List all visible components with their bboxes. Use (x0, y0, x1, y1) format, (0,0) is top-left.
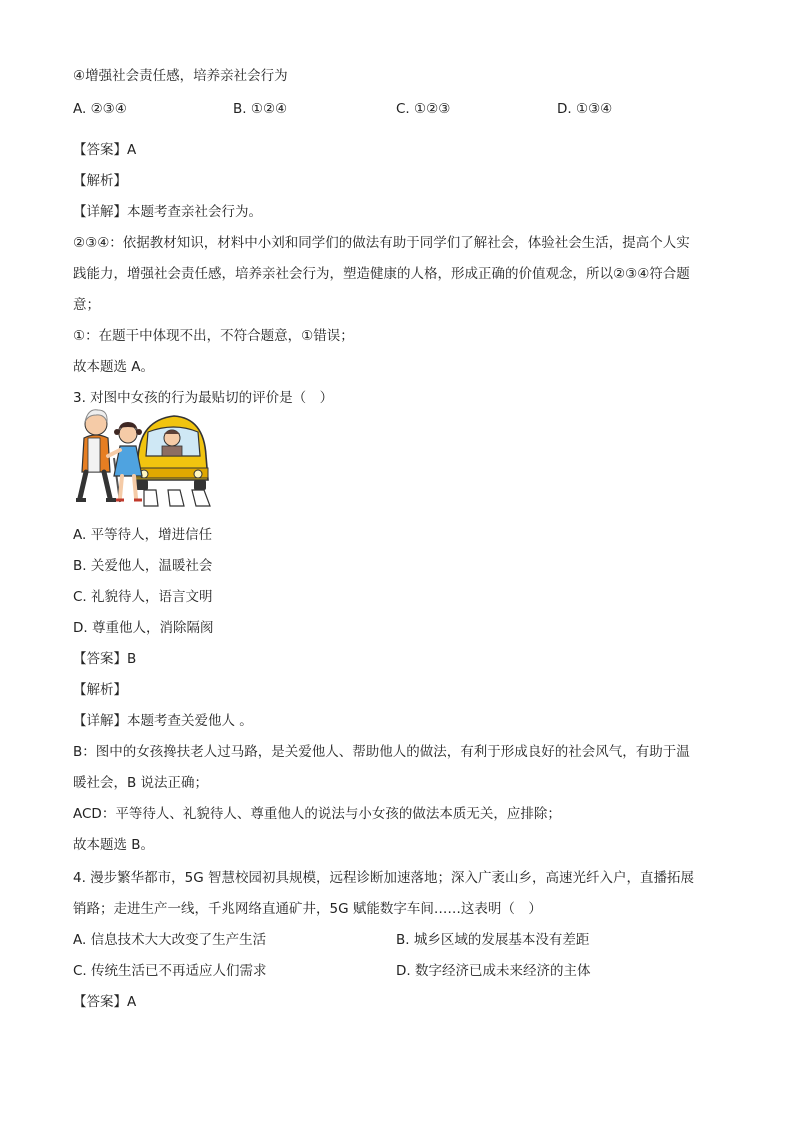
q3-answer: 【答案】B (73, 651, 137, 667)
elder-icon (76, 410, 120, 502)
q2-analysis-label: 【解析】 (73, 173, 127, 189)
q4-option-b[interactable]: B. 城乡区域的发展基本没有差距 (396, 932, 590, 948)
q3-explain-line: ACD：平等待人、礼貌待人、尊重他人的说法与小女孩的做法本质无关，应排除； (73, 806, 561, 822)
q4-option-a[interactable]: A. 信息技术大大改变了生产生活 (73, 932, 267, 948)
q4-question-line: 销路；走进生产一线，千兆网络直通矿井，5G 赋能数字车间……这表明（ ） (73, 901, 542, 917)
q2-option-c[interactable]: C. ①②③ (396, 101, 451, 117)
q2-option-d[interactable]: D. ①③④ (557, 101, 613, 117)
q2-answer: 【答案】A (73, 142, 137, 158)
crosswalk-illustration (74, 398, 224, 510)
q4-question-line: 4. 漫步繁华都市，5G 智慧校园初具规模，远程诊断加速落地；深入广袤山乡，高速光纤入户，直播拓展 (73, 870, 695, 886)
q2-conclusion: 故本题选 A。 (73, 359, 155, 375)
q3-question: 3. 对图中女孩的行为最贴切的评价是（ ） (73, 390, 334, 406)
q4-option-d[interactable]: D. 数字经济已成未来经济的主体 (396, 963, 591, 979)
q3-conclusion: 故本题选 B。 (73, 837, 155, 853)
q2-option-b[interactable]: B. ①②④ (233, 101, 288, 117)
q3-explain-line: B：图中的女孩搀扶老人过马路，是关爱他人、帮助他人的做法，有利于形成良好的社会风气，有助于温 (73, 744, 690, 760)
q2-explain-line: ①：在题干中体现不出，不符合题意，①错误； (73, 328, 354, 344)
q3-explain-line: 暖社会，B 说法正确； (73, 775, 209, 791)
q2-explain-line: 践能力，增强社会责任感，培养亲社会行为，塑造健康的人格，形成正确的价值观念，所以②③④符合题 (73, 266, 690, 282)
q2-explain-line: 意； (73, 297, 100, 313)
q4-answer: 【答案】A (73, 994, 137, 1010)
q2-explain-line: ②③④：依据教材知识，材料中小刘和同学们的做法有助于同学们了解社会，体验社会生活，提高个人实 (73, 235, 690, 251)
q3-option-d[interactable]: D. 尊重他人，消除隔阂 (73, 620, 214, 636)
q3-detail-intro: 【详解】本题考查关爱他人 。 (73, 713, 253, 729)
q2-option-a[interactable]: A. ②③④ (73, 101, 127, 117)
girl-icon (108, 422, 142, 500)
statement-4: ④增强社会责任感，培养亲社会行为 (73, 68, 288, 84)
q4-option-c[interactable]: C. 传统生活已不再适应人们需求 (73, 963, 267, 979)
q3-option-b[interactable]: B. 关爱他人，温暖社会 (73, 558, 213, 574)
car-icon (134, 416, 208, 490)
q3-option-c[interactable]: C. 礼貌待人，语言文明 (73, 589, 213, 605)
q3-option-a[interactable]: A. 平等待人，增进信任 (73, 527, 213, 543)
q3-analysis-label: 【解析】 (73, 682, 127, 698)
q2-detail-intro: 【详解】本题考查亲社会行为。 (73, 204, 262, 220)
